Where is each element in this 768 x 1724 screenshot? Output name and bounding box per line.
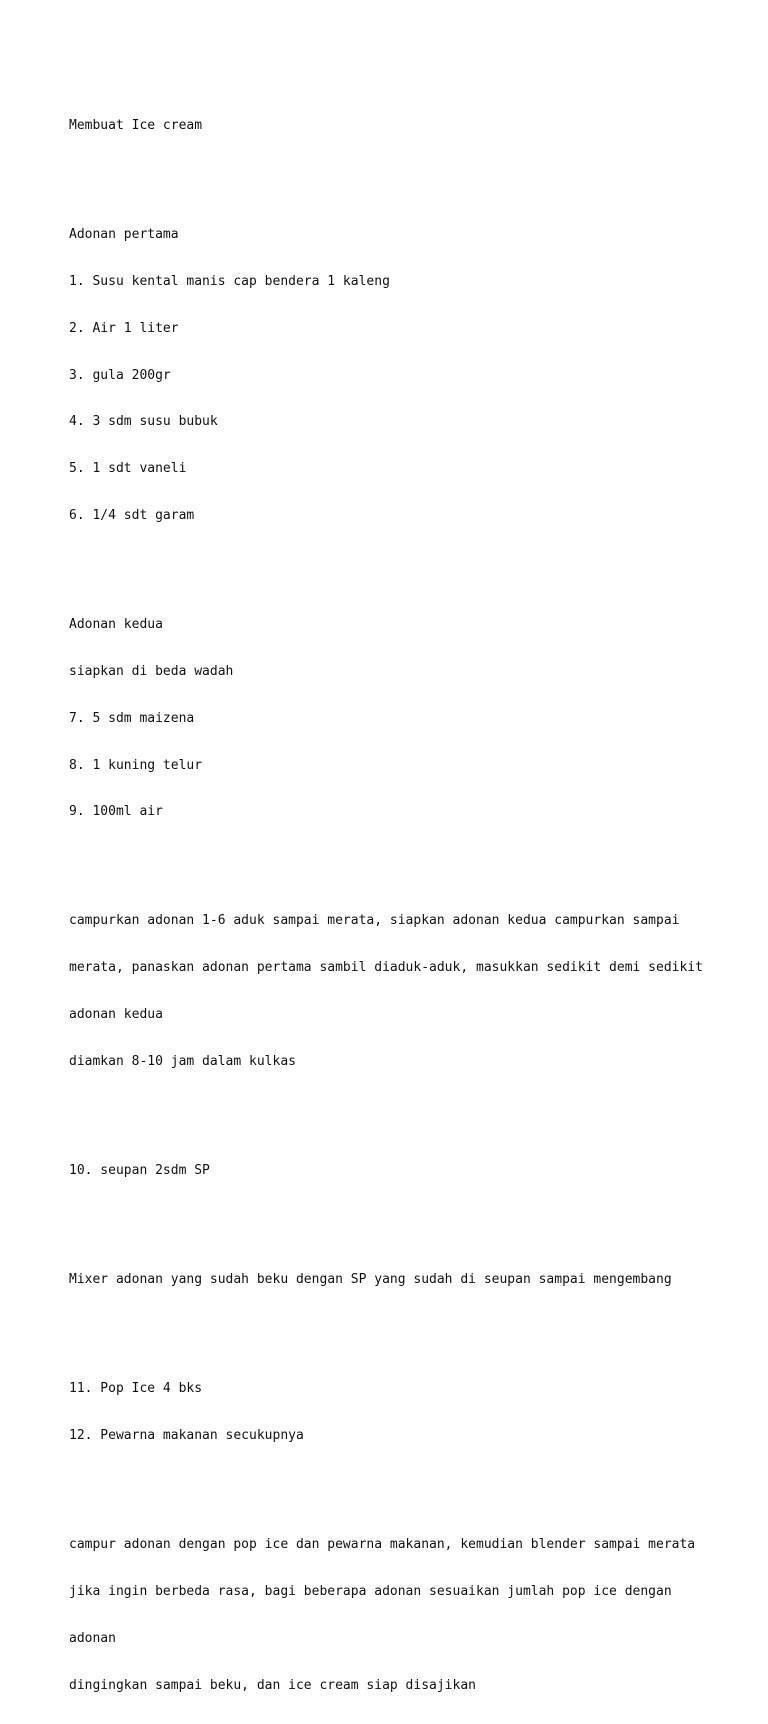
- instruction-line: campur adonan dengan pop ice dan pewarna makanan, kemudian blender sampai merata: [69, 1537, 696, 1553]
- blank-line: [69, 1475, 729, 1491]
- ingredient-item: 11. Pop Ice 4 bks: [69, 1381, 203, 1397]
- instruction-line: merata, panaskan adonan pertama sambil diaduk-aduk, masukkan sedikit demi sedikit: [69, 960, 703, 976]
- instruction-line: jika ingin berbeda rasa, bagi beberapa adonan sesuaikan jumlah pop ice dengan: [69, 1584, 672, 1599]
- step-10: 10. seupan 2sdm SP: [69, 1162, 210, 1178]
- ingredient-item: 3. gula 200gr: [69, 367, 171, 383]
- instruction-line: adonan: [69, 1630, 116, 1646]
- document-text: [69, 87, 729, 1724]
- ingredient-item: 9. 100ml air: [69, 804, 163, 820]
- instruction-line: adonan kedua: [69, 1007, 163, 1023]
- blank-line: [69, 165, 729, 181]
- section2-heading: Adonan kedua: [69, 617, 163, 633]
- instruction-line: campurkan adonan 1-6 aduk sampai merata, siapkan adonan kedua campurkan sampai: [69, 913, 680, 929]
- ingredient-item: 4. 3 sdm susu bubuk: [69, 414, 218, 430]
- instruction-line: diamkan 8-10 jam dalam kulkas: [69, 1053, 296, 1069]
- ingredient-item: 5. 1 sdt vaneli: [69, 461, 187, 477]
- blank-line: [69, 1101, 729, 1117]
- section1-heading: Adonan pertama: [69, 227, 179, 243]
- document-title: Membuat Ice cream: [69, 118, 203, 134]
- blank-line: [69, 851, 729, 867]
- ingredient-item: 6. 1/4 sdt garam: [69, 508, 195, 524]
- instruction-line: dingingkan sampai beku, dan ice cream siap disajikan: [69, 1677, 476, 1693]
- instruction-line: Mixer adonan yang sudah beku dengan SP yang sudah di seupan sampai mengembang: [69, 1272, 672, 1288]
- ingredient-item: 12. Pewarna makanan secukupnya: [69, 1428, 304, 1444]
- blank-line: [69, 1210, 729, 1226]
- section2-note: siapkan di beda wadah: [69, 663, 234, 679]
- ingredient-item: 7. 5 sdm maizena: [69, 710, 195, 726]
- ingredient-item: 8. 1 kuning telur: [69, 757, 203, 773]
- blank-line: [69, 1319, 729, 1335]
- ingredient-item: 2. Air 1 liter: [69, 320, 179, 336]
- ingredient-item: 1. Susu kental manis cap bendera 1 kaleng: [69, 274, 390, 290]
- blank-line: [69, 555, 729, 571]
